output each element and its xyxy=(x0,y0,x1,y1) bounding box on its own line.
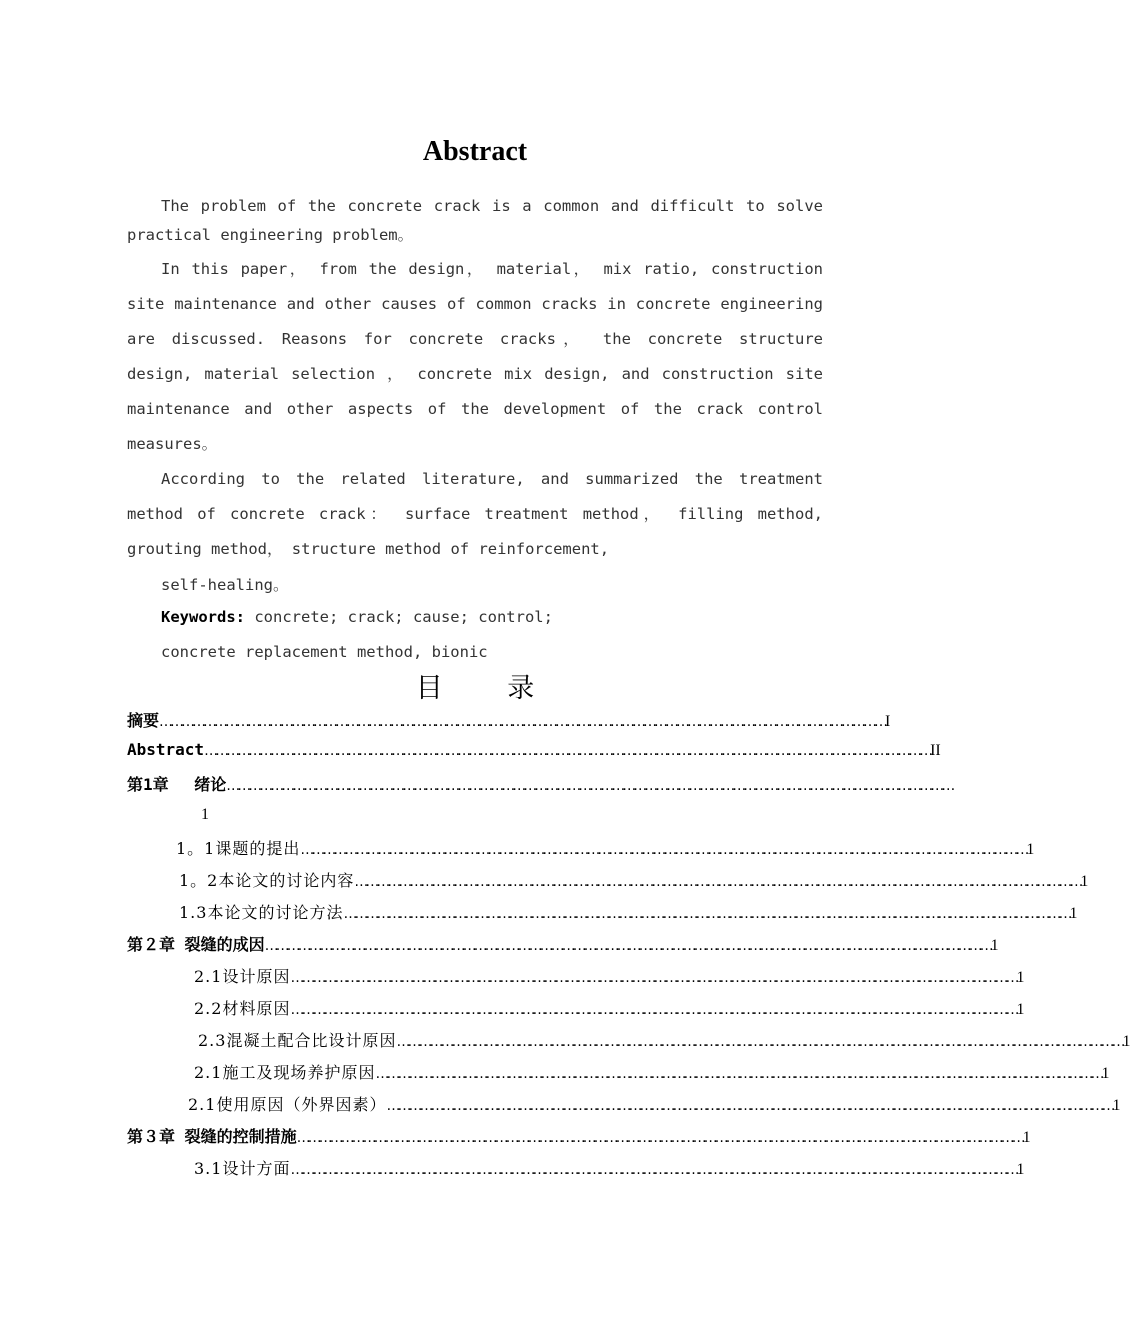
toc-entry-page: 1 xyxy=(1112,1097,1121,1114)
keywords-continuation: concrete replacement method, bionic xyxy=(161,643,488,661)
toc-entry-label: 2.2材料原因 xyxy=(194,999,291,1018)
toc-entry[interactable] xyxy=(194,964,1025,988)
toc-entry[interactable] xyxy=(194,996,1025,1020)
toc-leader: ……………………………………………………………………………………………………………………………………………………………………………… xyxy=(375,1066,1102,1082)
toc-entry-page: 1 xyxy=(201,806,209,823)
toc-entry-page: 1 xyxy=(1016,1161,1025,1178)
toc-entry-page: 1 xyxy=(1016,969,1025,986)
toc-leader: ……………………………………………………………………………………………………………………………………………………………………………… xyxy=(159,714,886,730)
toc-entry-label: 2.3混凝土配合比设计原因 xyxy=(198,1031,397,1050)
toc-entry[interactable] xyxy=(198,1028,1130,1052)
toc-entry-label: 2.1施工及现场养护原因 xyxy=(194,1063,376,1082)
toc-entry-page: 1 xyxy=(1016,1001,1025,1018)
toc-leader: ……………………………………………………………………………………………………………………………………………………………………………… xyxy=(290,970,1017,986)
toc-leader: ……………………………………………………………………………………………………………………………………………………………………………… xyxy=(396,1034,1123,1050)
toc-entry-page: 1 xyxy=(1069,905,1078,922)
toc-entry-page: 1 xyxy=(1122,1033,1130,1050)
toc-title: 目 录 xyxy=(415,673,563,704)
toc-leader: ……………………………………………………………………………………………………………………………………………………………………………… xyxy=(290,1002,1017,1018)
toc-leader: ……………………………………………………………………………………………………………………………………………………………………………… xyxy=(354,874,1081,890)
toc-entry-label: 1.3本论文的讨论方法 xyxy=(179,903,344,922)
toc-entry-label: 2.1使用原因（外界因素） xyxy=(188,1095,387,1114)
toc-entry-label: 第1章 绪论 xyxy=(127,775,227,794)
toc-leader: ……………………………………………………………………………………………………………………………………………………………………………… xyxy=(204,743,931,759)
abstract-paragraph-4: self-healing。 xyxy=(161,576,289,594)
toc-entry-page: 1 xyxy=(1022,1129,1031,1146)
toc-leader: ……………………………………………………………………………………………………………………………………………………………………………… xyxy=(264,938,991,954)
toc-entry-page: 1 xyxy=(1026,841,1035,858)
toc-entry[interactable] xyxy=(194,1060,1110,1084)
keywords-line xyxy=(161,608,553,626)
abstract-paragraph-3: According to the related literature, and summarized the treatment method of concrete crack： surface treatment method， filling method, grouting method， structure method of reinforcement, xyxy=(127,470,823,558)
toc-entry[interactable] xyxy=(127,740,941,764)
toc-entry-page: II xyxy=(930,742,941,759)
toc-leader: ……………………………………………………………………………………………………………………………………………………………………………… xyxy=(296,1130,1023,1146)
keywords-text: concrete; crack; cause; control; xyxy=(245,608,553,626)
abstract-paragraph-1: The problem of the concrete crack is a common and difficult to solve practical engineering problem。 xyxy=(127,197,823,244)
toc-leader: ……………………………………………………………………………………………………………………………………………………………………………… xyxy=(290,1162,1017,1178)
toc-entry[interactable] xyxy=(179,900,1078,924)
toc-entry[interactable] xyxy=(127,1124,1031,1148)
toc-entry-label: 2.1设计原因 xyxy=(194,967,291,986)
toc-leader: ……………………………………………………………………………………………………………………………………………………………………………… xyxy=(343,906,1070,922)
toc-entry[interactable] xyxy=(127,708,891,732)
toc-entry[interactable] xyxy=(127,772,953,796)
toc-leader: ……………………………………………………………………………………………………………………………………………………………………………… xyxy=(386,1098,1113,1114)
toc-entry[interactable] xyxy=(127,932,999,956)
toc-leader: ……………………………………………………………………………………………………………………………………………………………………………… xyxy=(300,842,1027,858)
abstract-title: Abstract xyxy=(422,136,528,167)
toc-entry-page: 1 xyxy=(1080,873,1089,890)
toc-entry-label: 摘要 xyxy=(127,711,160,730)
toc-entry-label: 第３章 裂缝的控制措施 xyxy=(127,1127,297,1146)
toc-entry-page: 1 xyxy=(990,937,999,954)
toc-entry-label: 第２章 裂缝的成因 xyxy=(127,935,265,954)
toc-entry[interactable] xyxy=(179,868,1089,892)
toc-entry-label: 3.1设计方面 xyxy=(194,1159,291,1178)
toc-entry-page: I xyxy=(885,713,891,730)
toc-leader: ……………………………………………………………………………………………………………………………………………………………………………… xyxy=(226,778,953,794)
toc-entry-label: 1。1课题的提出 xyxy=(176,839,301,858)
toc-entry-page: 1 xyxy=(1101,1065,1110,1082)
keywords-label: Keywords: xyxy=(161,608,245,626)
abstract-paragraph-2: In this paper， from the design， material， mix ratio, construction site maintenance and other causes of common cracks in concrete engineering are discussed. Reasons for concrete cracks， the concrete structure design, material selection ， concrete mix design, and construction site maintenance and other aspects of the development of the crack control measures。 xyxy=(127,260,823,453)
toc-entry-label: Abstract xyxy=(127,740,205,759)
toc-entry[interactable] xyxy=(188,1092,1121,1116)
toc-entry[interactable] xyxy=(176,836,1035,860)
toc-entry[interactable] xyxy=(194,1156,1025,1180)
toc-entry-label: 1。2本论文的讨论内容 xyxy=(179,871,355,890)
